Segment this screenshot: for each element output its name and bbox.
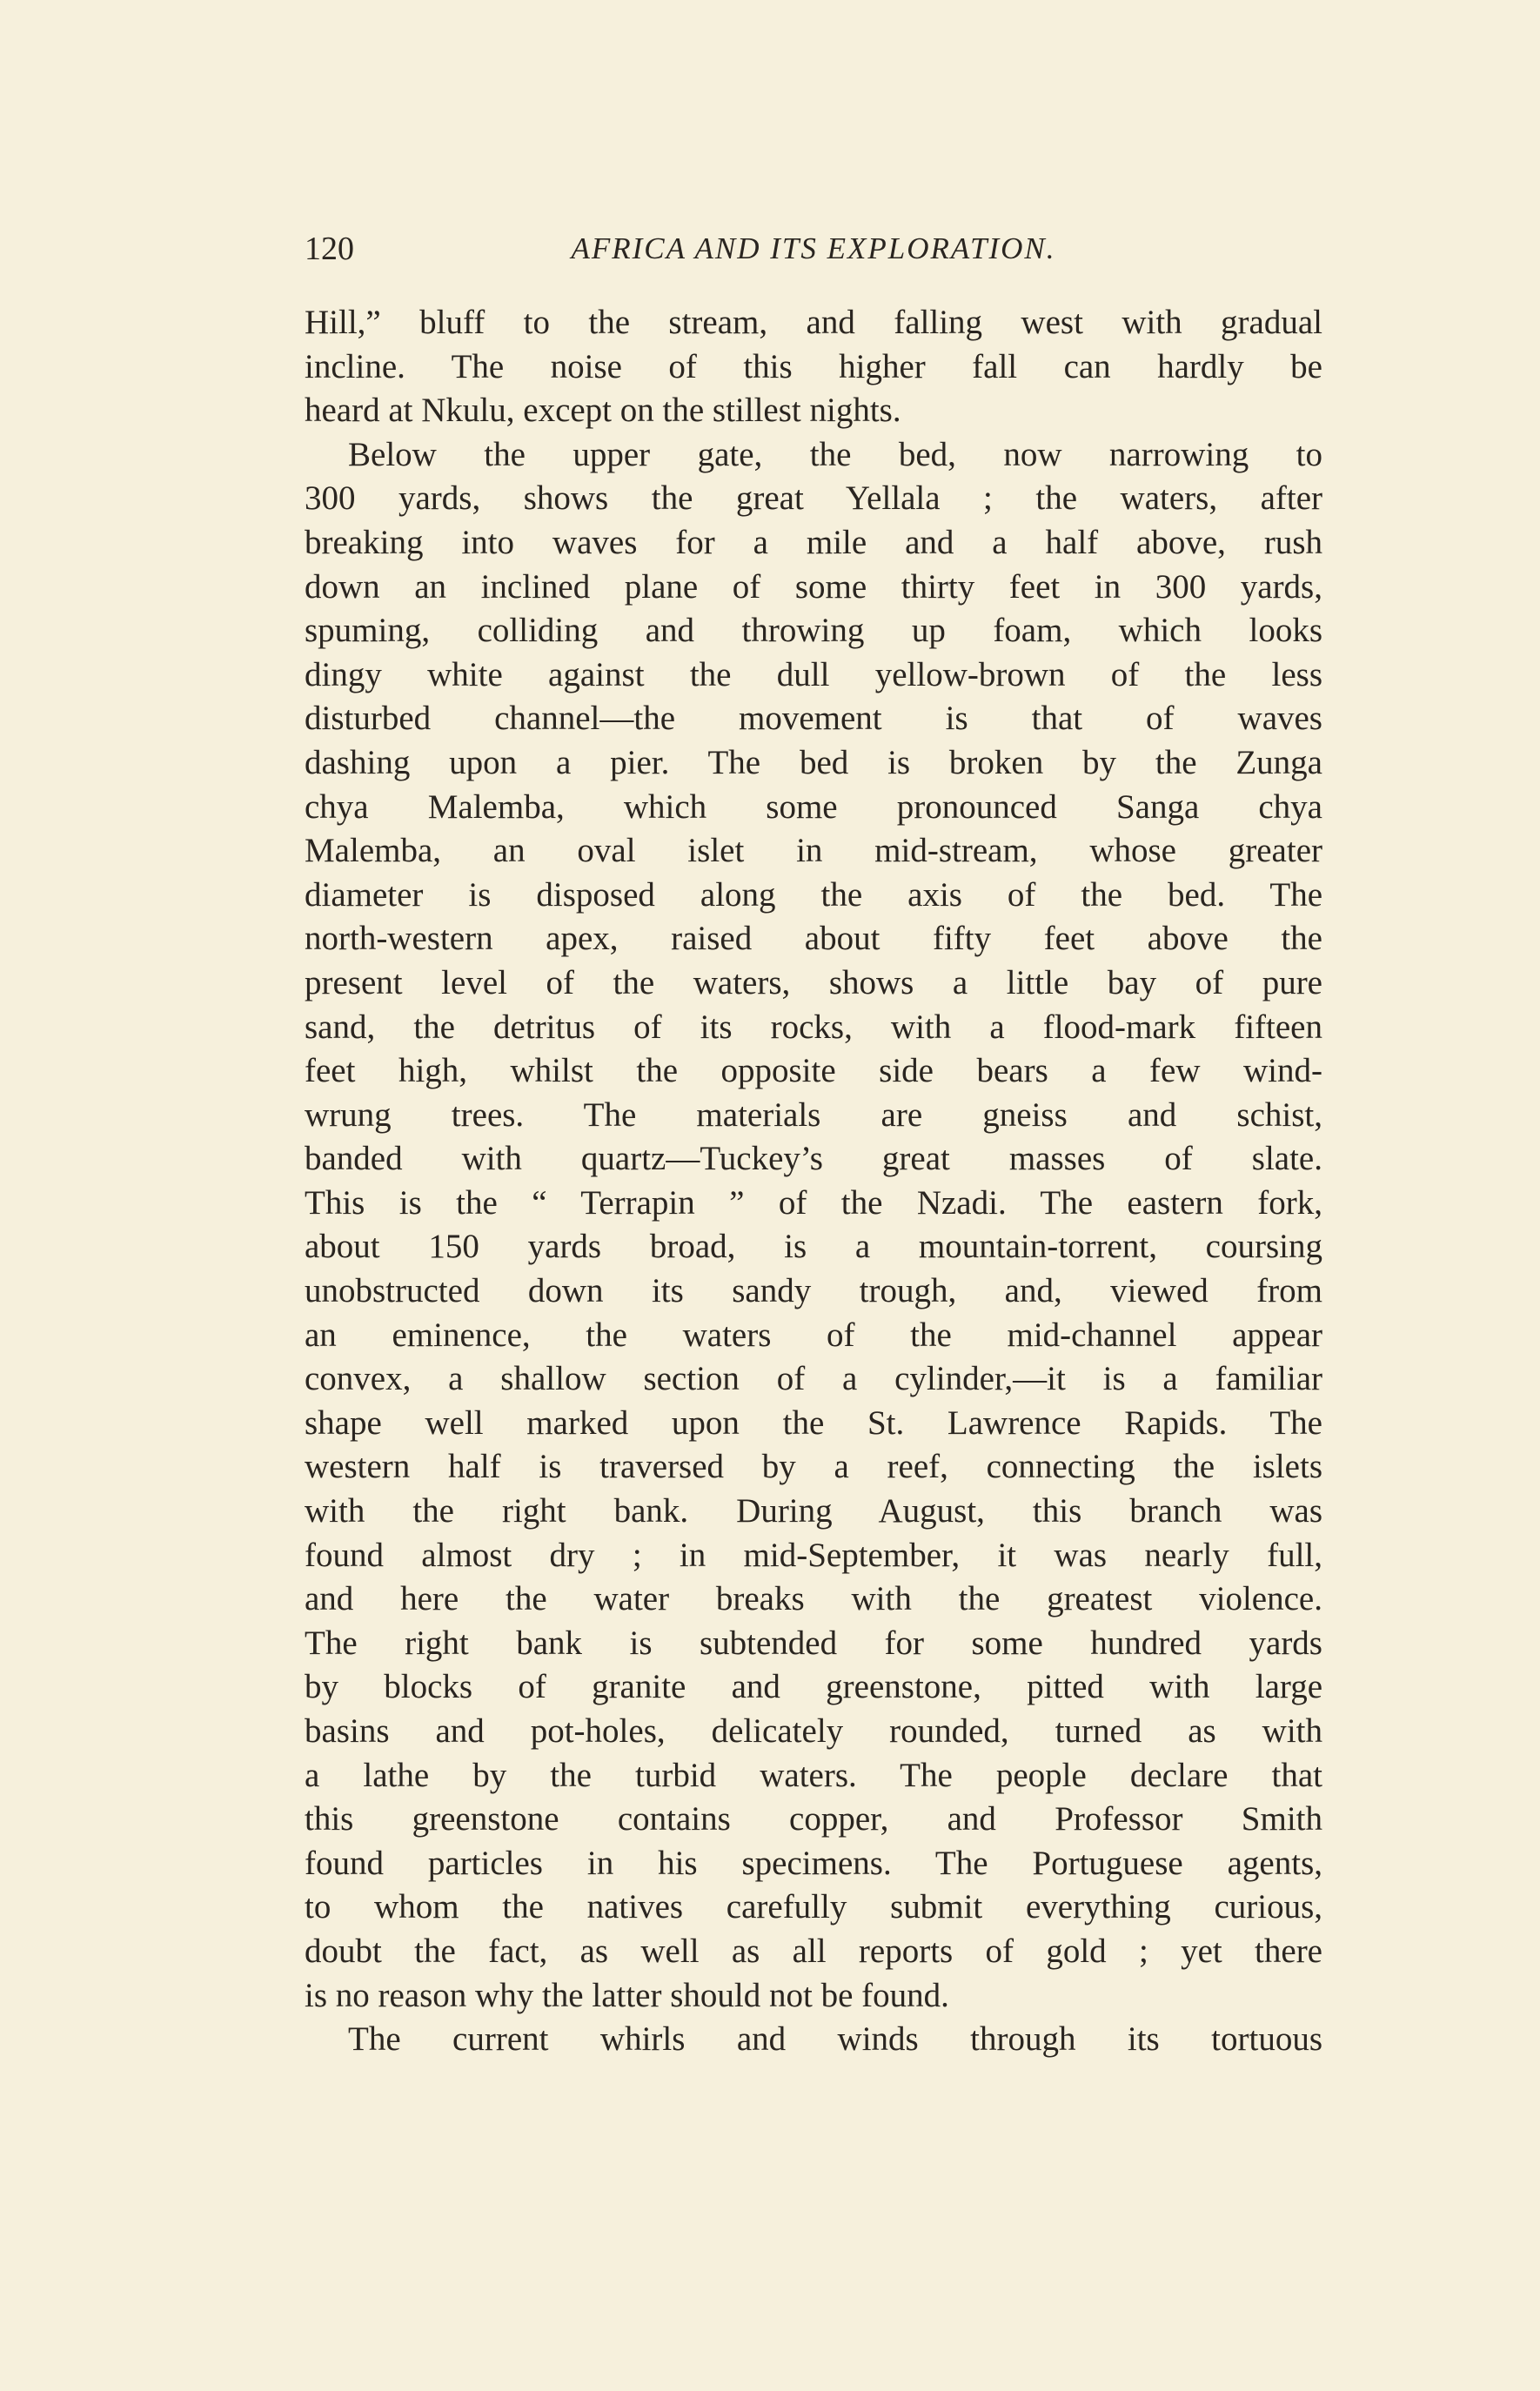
text-line: western half is traversed by a reef, connecting the islets	[305, 1448, 1322, 1486]
text-line: about 150 yards broad, is a mountain-torrent, coursing	[305, 1228, 1322, 1266]
text-line: heard at Nkulu, except on the stillest nights.	[305, 392, 901, 430]
paragraph-start-line: The current whirls and winds through its tortuous	[348, 2020, 1322, 2059]
text-line: dingy white against the dull yellow-brown of the less	[305, 655, 1322, 693]
text-line: by blocks of granite and greenstone, pitted with large	[305, 1668, 1322, 1706]
text-line: this greenstone contains copper, and Professor Smith	[305, 1800, 1322, 1838]
text-line: to whom the natives carefully submit everything curious,	[305, 1888, 1322, 1926]
text-line: Malemba, an oval islet in mid-stream, whose greater	[305, 832, 1322, 870]
text-line: The right bank is subtended for some hundred yards	[305, 1624, 1322, 1662]
text-line: 300 yards, shows the great Yellala ; the waters, after	[305, 479, 1322, 518]
text-line: and here the water breaks with the greatest violence.	[305, 1580, 1322, 1618]
text-line: unobstructed down its sandy trough, and, viewed from	[305, 1272, 1322, 1310]
text-line: diameter is disposed along the axis of the bed. The	[305, 875, 1322, 914]
text-line: spuming, colliding and throwing up foam, which looks	[305, 612, 1322, 650]
text-line: banded with quartz—Tuckey’s great masses of slate.	[305, 1140, 1322, 1178]
text-line: found almost dry ; in mid-September, it was nearly full,	[305, 1536, 1322, 1574]
text-line: basins and pot-holes, delicately rounded, turned as with	[305, 1712, 1322, 1750]
text-line: a lathe by the turbid waters. The people declare that	[305, 1756, 1322, 1794]
text-line: down an inclined plane of some thirty feet in 300 yards,	[305, 567, 1322, 606]
text-line: present level of the waters, shows a little bay of pure	[305, 963, 1322, 1001]
text-line: breaking into waves for a mile and a half above, rush	[305, 523, 1322, 561]
text-line: chya Malemba, which some pronounced Sanga chya	[305, 787, 1322, 826]
text-line: Hill,” bluff to the stream, and falling west with gradual	[305, 304, 1322, 341]
text-line: wrung trees. The materials are gneiss and schist,	[305, 1095, 1322, 1134]
text-line: convex, a shallow section of a cylinder,—it is a familiar	[305, 1360, 1322, 1398]
text-line: dashing upon a pier. The bed is broken by the Zunga	[305, 743, 1322, 781]
text-line: incline. The noise of this higher fall can hardly be	[305, 347, 1322, 385]
text-line: an eminence, the waters of the mid-channel appear	[305, 1316, 1322, 1354]
page-header	[305, 228, 1322, 270]
body-text	[305, 301, 1322, 2062]
text-line: found particles in his specimens. The Portuguese agents,	[305, 1844, 1322, 1882]
paragraph-start-line: Below the upper gate, the bed, now narrowing to	[348, 435, 1322, 473]
running-title: AFRICA AND ITS EXPLORATION.	[571, 231, 1056, 265]
text-line: north-western apex, raised about fifty feet above the	[305, 920, 1322, 958]
text-line: feet high, whilst the opposite side bears a few wind-	[305, 1052, 1322, 1090]
text-line: disturbed channel—the movement is that of waves	[305, 700, 1322, 738]
text-line: with the right bank. During August, this branch was	[305, 1492, 1322, 1530]
page-number: 120	[305, 231, 354, 267]
text-line: shape well marked upon the St. Lawrence Rapids. The	[305, 1403, 1322, 1442]
text-line: sand, the detritus of its rocks, with a flood-mark fifteen	[305, 1008, 1322, 1046]
text-line: doubt the fact, as well as all reports of gold ; yet there	[305, 1932, 1322, 1970]
text-line: is no reason why the latter should not be found.	[305, 1976, 949, 2014]
text-line: This is the “ Terrapin ” of the Nzadi. The eastern fork,	[305, 1183, 1322, 1222]
